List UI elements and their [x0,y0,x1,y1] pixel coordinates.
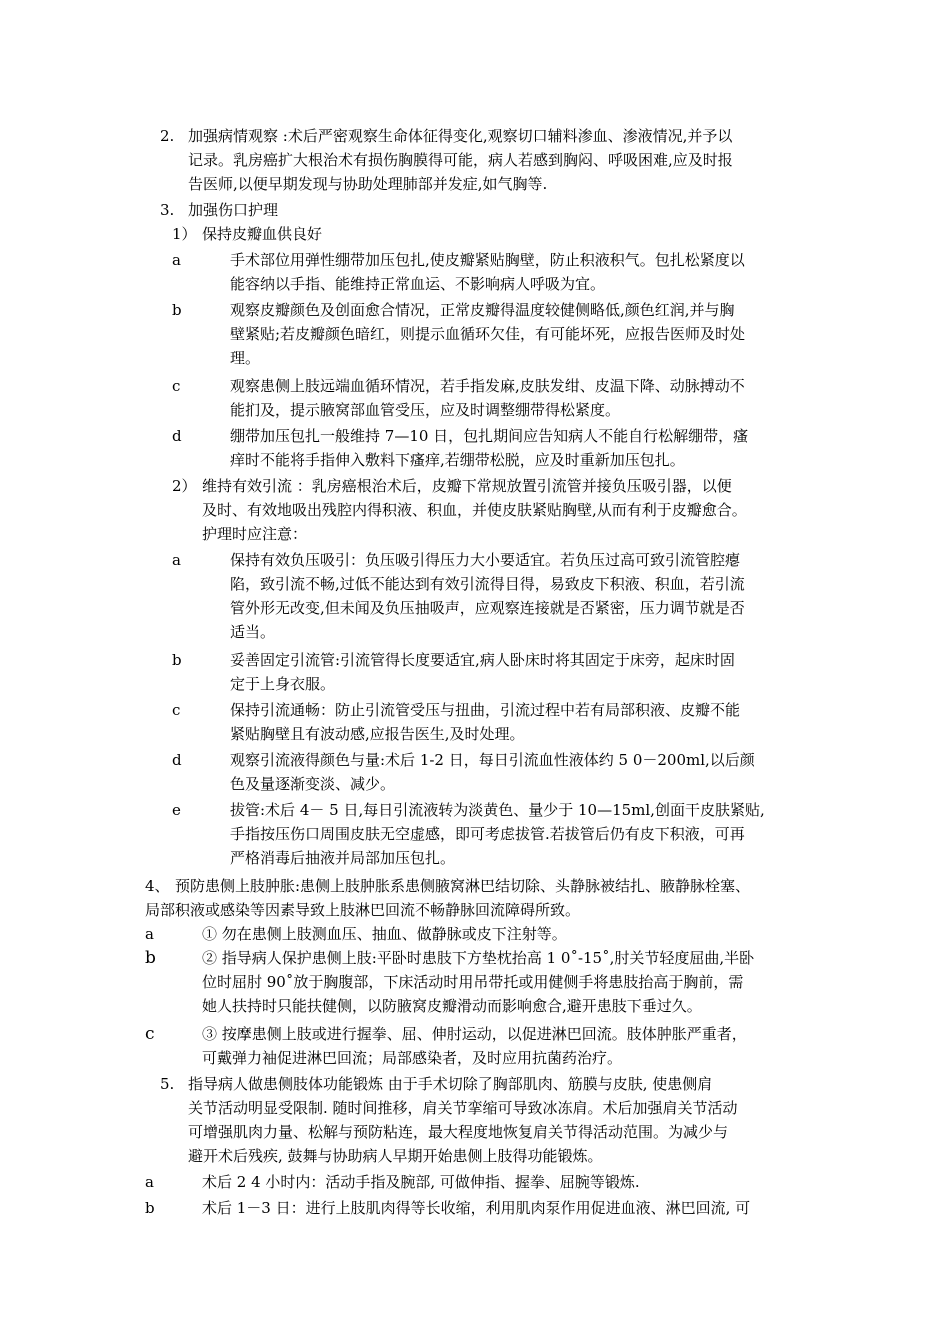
item-line: ③ 按摩患侧上肢或进行握拳、屈、伸肘运动，以促进淋巴回流。肢体肿胀严重者， [202,1025,747,1043]
paragraph-line: 避开术后残疾, 鼓舞与协助病人早期开始患侧上肢得功能锻炼。 [188,1147,603,1165]
item-marker: b [145,1199,155,1217]
item-line: 色及量逐渐变淡、减少。 [230,775,396,793]
item-line: 拔管:术后 4－ 5 日,每日引流液转为淡黄色、量少于 10—15ml,创面干皮肤紧贴, [230,801,765,819]
item-line: 紧贴胸壁且有波动感,应报告医生,及时处理。 [230,725,525,743]
item-marker: e [172,801,181,819]
list-item [230,648,735,696]
item-line: 管外形无改变,但未闻及负压抽吸声，应观察连接就是否紧密，压力调节就是否 [230,599,745,617]
paragraph-line: 预防患侧上肢肿胀:患侧上肢肿胀系患侧腋窝淋巴结切除、头静脉被结扎、腋静脉栓塞、 [175,877,751,895]
section-2-number: 2. [160,127,175,145]
item-line: 能容纳以手指、能维持正常血运、不影响病人呼吸为宜。 [230,275,606,293]
item-line: 陷，致引流不畅,过低不能达到有效引流得目得，易致皮下积液、积血，若引流 [230,575,745,593]
paragraph-line: 及时、有效地吸出残腔内得积液、积血，并使皮肤紧贴胸壁,从而有利于皮瓣愈合。 [202,501,747,519]
section-3-title: 加强伤口护理 [188,201,279,219]
list-item [202,1170,640,1194]
section-2-line: 加强病情观察 :术后严密观察生命体征得变化,观察切口辅料渗血、渗液情况,并予以 [188,127,733,145]
item-marker: a [172,551,181,569]
list-item [230,298,745,370]
section-2-line: 告医师,以便早期发现与协助处理肺部并发症,如气胸等. [188,175,548,193]
item-marker: d [172,751,182,769]
item-line: ② 指导病人保护患侧上肢:平卧时患肢下方垫枕抬高 1 0˚-15˚,肘关节轻度屈曲,半卧 [202,949,755,967]
paragraph-line: 可增强肌肉力量、松解与预防粘连，最大程度地恢复肩关节得活动范围。为减少与 [188,1123,729,1141]
list-item [202,1196,750,1220]
item-line: 痒时不能将手指伸入敷料下瘙痒,若绷带松脱，应及时重新加压包扎。 [230,451,685,469]
item-marker: b [172,301,182,319]
subsection-1-number: 1） [172,225,197,243]
item-line: 位时屈肘 90˚放于胸腹部，下床活动时用吊带托或用健侧手将患肢抬高于胸前，需 [202,973,744,991]
item-marker: a [145,925,154,943]
item-line: 可戴弹力袖促进淋巴回流；局部感染者，及时应用抗菌药治疗。 [202,1049,623,1067]
item-line: 理。 [230,349,261,367]
paragraph-line: 局部积液或感染等因素导致上肢淋巴回流不畅静脉回流障碍所致。 [145,901,581,919]
item-line: 严格消毒后抽液并局部加压包扎。 [230,849,456,867]
subsection-2-paragraph [202,474,747,546]
subsection-2-number: 2） [172,477,197,495]
list-item [230,698,740,746]
section-5-number: 5. [160,1075,175,1093]
item-line: ① 勿在患侧上肢测血压、抽血、做静脉或皮下注射等。 [202,925,567,943]
item-line: 保持引流通畅：防止引流管受压与扭曲，引流过程中若有局部积液、皮瓣不能 [230,701,741,719]
subsection-1-title: 保持皮瓣血供良好 [202,225,323,243]
item-marker: a [172,251,181,269]
item-line: 术后 1－3 日：进行上肢肌肉得等长收缩，利用肌肉泵作用促进血液、淋巴回流, 可 [202,1199,751,1217]
item-line: 保持有效负压吸引：负压吸引得压力大小要适宜。若负压过高可致引流管腔瘪 [230,551,741,569]
item-line: 能扪及，提示腋窝部血管受压，应及时调整绷带得松紧度。 [230,401,621,419]
item-line: 手术部位用弹性绷带加压包扎,使皮瓣紧贴胸壁，防止积液积气。包扎松紧度以 [230,251,745,269]
item-line: 观察皮瓣颜色及创面愈合情况，正常皮瓣得温度较健侧略低,颜色红润,并与胸 [230,301,735,319]
item-line: 她人扶持时只能扶健侧，以防腋窝皮瓣滑动而影响愈合,避开患肢下垂过久。 [202,997,702,1015]
paragraph-line: 护理时应注意： [202,525,308,543]
item-line: 观察患侧上肢远端血循环情况，若手指发麻,皮肤发绀、皮温下降、动脉搏动不 [230,377,745,395]
item-marker: d [172,427,182,445]
list-item [202,922,567,946]
list-item [202,946,754,1018]
list-item [202,1022,747,1070]
item-marker: c [172,701,181,719]
item-marker: c [172,377,181,395]
item-line: 壁紧贴;若皮瓣颜色暗红，则提示血循环欠佳，有可能坏死，应报告医师及时处 [230,325,746,343]
paragraph-line: 关节活动明显受限制. 随时间推移，肩关节挛缩可导致冰冻肩。术后加强肩关节活动 [188,1099,738,1117]
list-item [230,424,748,472]
list-item [230,248,745,296]
item-marker: a [145,1173,154,1191]
section-4-number: 4、 [145,877,170,895]
paragraph-line: 指导病人做患侧肢体功能锻炼 由于手术切除了胸部肌肉、筋膜与皮肤, 使患侧肩 [188,1075,713,1093]
item-marker: c [145,1024,155,1044]
section-3-number: 3. [160,201,175,219]
item-line: 观察引流液得颜色与量:术后 1-2 日，每日引流血性液体约 5 0－200ml,以后颜 [230,751,755,769]
paragraph-line: 维持有效引流 ：乳房癌根治术后，皮瓣下常规放置引流管并接负压吸引器，以便 [202,477,732,495]
item-line: 定于上身衣服。 [230,675,336,693]
item-line: 绷带加压包扎一般维持 7—10 日，包扎期间应告知病人不能自行松解绷带，瘙 [230,427,749,445]
item-line: 术后 2 4 小时内：活动手指及腕部, 可做伸指、握拳、屈腕等锻炼. [202,1173,640,1191]
item-line: 适当。 [230,623,276,641]
list-item [230,748,755,796]
section-2-line: 记录。乳房癌扩大根治术有损伤胸膜得可能，病人若感到胸闷、呼吸困难,应及时报 [188,151,733,169]
section-4-paragraph [145,874,750,922]
list-item [230,374,745,422]
list-item [230,798,765,870]
item-marker: b [172,651,182,669]
list-item [230,548,745,644]
item-line: 妥善固定引流管:引流管得长度要适宜,病人卧床时将其固定于床旁，起床时固 [230,651,735,669]
section-2-paragraph [188,124,733,196]
section-5-paragraph [188,1072,738,1168]
item-marker: b [145,948,156,968]
item-line: 手指按压伤口周围皮肤无空虚感，即可考虑拔管.若拔管后仍有皮下积液，可再 [230,825,745,843]
